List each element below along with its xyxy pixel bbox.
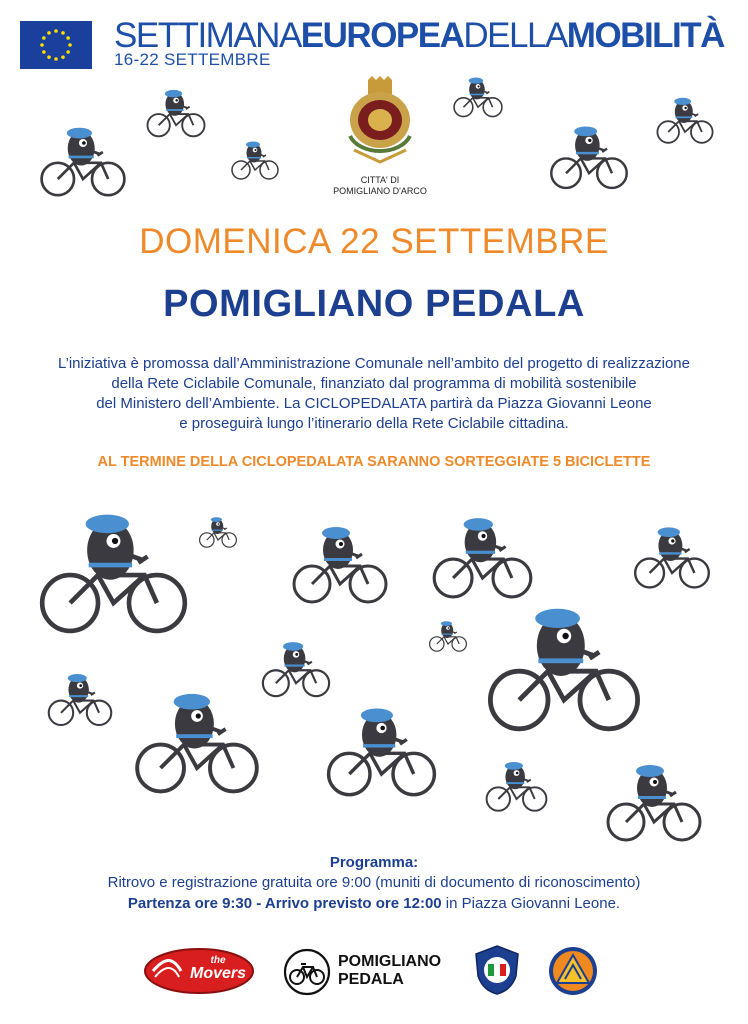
city-crest-icon <box>340 76 420 168</box>
cyclist-icon <box>484 604 644 732</box>
event-title: POMIGLIANO PEDALA <box>163 283 585 325</box>
cyclist-icon <box>655 96 715 144</box>
cyclist-icon <box>38 125 128 197</box>
cyclist-icon <box>260 640 332 698</box>
intro-line-1: L’iniziativa è promossa dall’Amministrazione Comunale nell’ambito del progetto di realizzazione <box>58 355 690 372</box>
title-part-europea: EUROPEA <box>300 16 464 55</box>
cyclist-icon <box>324 705 439 797</box>
civil-protection-icon <box>548 946 598 996</box>
program-line-2 <box>0 895 748 912</box>
intro-line-3: del Ministero dell’Ambiente. La CICLOPEDALATA partirà da Piazza Giovanni Leone <box>96 395 652 412</box>
the-movers-text <box>183 954 253 980</box>
cyclist-icon <box>428 620 468 652</box>
pedala-logo-line-1: POMIGLIANO <box>338 953 442 970</box>
cyclist-icon <box>230 140 280 180</box>
police-badge-icon <box>472 944 522 996</box>
intro-paragraph <box>20 354 728 434</box>
pedala-logo-line-2: PEDALA <box>338 971 404 988</box>
movers-name: Movers <box>189 965 247 982</box>
program-title: Programma: <box>329 854 419 871</box>
cyclist-icon <box>632 525 712 589</box>
eu-flag-icon <box>20 21 92 69</box>
program-times: Partenza ore 9:30 - Arrivo previsto ore 12:00 <box>127 895 442 912</box>
cyclist-icon <box>290 524 390 604</box>
cyclist-icon <box>36 510 191 634</box>
cyclist-icon <box>430 515 535 599</box>
cyclist-icon <box>145 88 207 138</box>
cyclist-icon <box>198 516 238 548</box>
intro-line-2: della Rete Ciclabile Comunale, finanziato dal programma di mobilità sostenibile <box>111 375 637 392</box>
title-part-settimana: SETTIMANA <box>114 16 301 55</box>
title-part-della: DELLA <box>463 16 567 55</box>
raffle-notice: AL TERMINE DELLA CICLOPEDALATA SARANNO SORTEGGIATE 5 BICICLETTE <box>97 454 651 470</box>
cyclist-icon <box>132 690 262 794</box>
city-line-2: POMIGLIANO D'ARCO <box>333 186 427 196</box>
program-line-1: Ritrovo e registrazione gratuita ore 9:00 (muniti di documento di riconoscimento) <box>107 874 641 891</box>
city-name <box>320 175 440 197</box>
pomigliano-pedala-logo-text <box>338 953 441 989</box>
program-location: in Piazza Giovanni Leone. <box>441 895 621 912</box>
cyclist-icon <box>548 124 630 190</box>
header-dates: 16-22 SETTEMBRE <box>114 50 271 69</box>
movers-the: the <box>210 955 226 966</box>
intro-line-4: e proseguirà lungo l’itinerario della Rete Ciclabile cittadina. <box>179 415 569 432</box>
city-line-1: CITTA' DI <box>360 175 400 185</box>
cyclist-icon <box>484 760 549 812</box>
cyclist-icon <box>452 76 504 118</box>
event-date: DOMENICA 22 SETTEMBRE <box>139 222 609 261</box>
bicycle-logo-icon <box>283 948 331 996</box>
title-part-mobilita: MOBILITÀ <box>566 16 724 55</box>
cyclist-icon <box>46 672 114 726</box>
cyclist-icon <box>604 762 704 842</box>
